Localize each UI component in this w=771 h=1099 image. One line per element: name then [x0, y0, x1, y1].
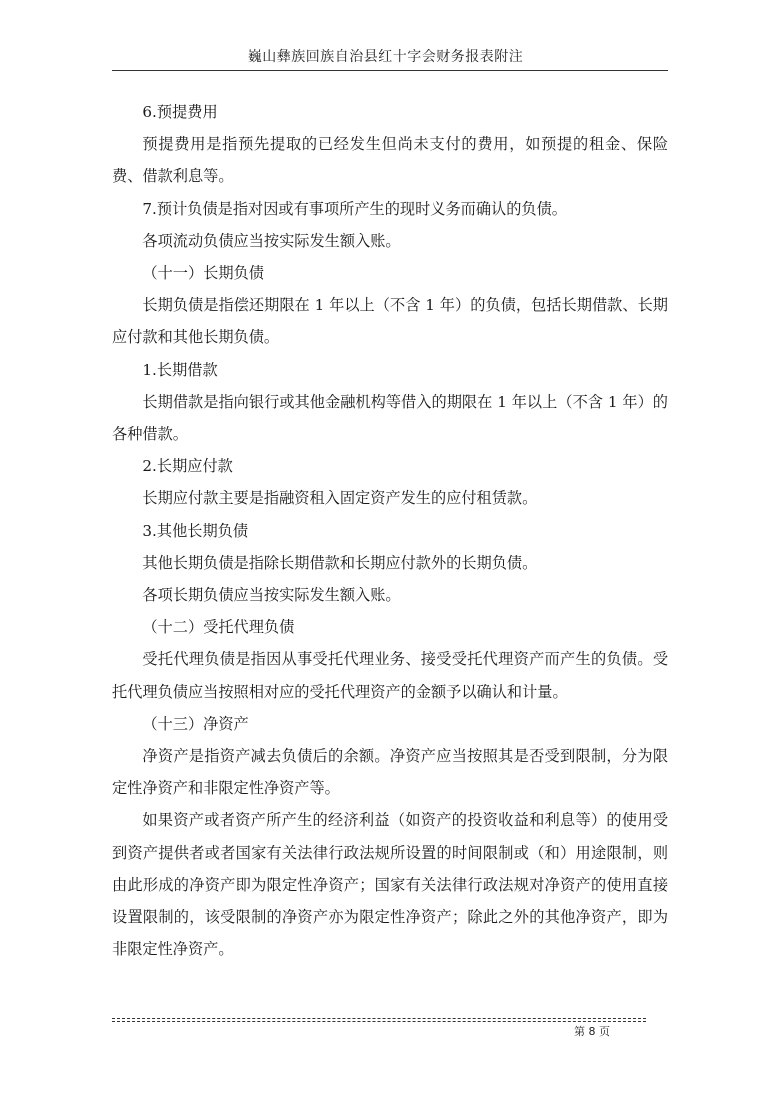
footer-divider — [112, 1018, 646, 1019]
paragraph-other-long-term-liabilities: 其他长期负债是指除长期借款和长期应付款外的长期负债。 — [142, 553, 538, 572]
header-divider — [112, 70, 668, 71]
paragraph-accrued-expenses: 预提费用是指预先提取的已经发生但尚未支付的费用，如预提的租金、保险费、借款利息等。 — [112, 135, 668, 186]
document-body — [112, 96, 668, 965]
heading-long-term-payables: 2.长期应付款 — [142, 457, 233, 476]
heading-accrued-expenses: 6.预提费用 — [142, 103, 218, 121]
paragraph-restricted-net-assets: 如果资产或者资产所产生的经济利益（如资产的投资收益和利息等）的使用受到资产提供者或者国家有关法律行政法规所设置的时间限制或（和）用途限制，则由此形成的净资产即为限定性净资产；国家有关法律行政法规对净资产的使用直接设置限制的，该受限制的净资产亦为限定性净资产；除此之外的其他净资产，即为非限定性净资产。 — [112, 811, 668, 959]
paragraph-current-liabilities-recording: 各项流动负债应当按实际发生额入账。 — [142, 231, 401, 250]
paragraph-long-term-liabilities-recording: 各项长期负债应当按实际发生额入账。 — [142, 586, 401, 605]
paragraph-long-term-loans: 长期借款是指向银行或其他金融机构等借入的期限在 1 年以上（不含 1 年）的各种借款。 — [112, 392, 668, 444]
page-header-title: 巍山彝族回族自治县红十字会财务报表附注 — [247, 49, 524, 65]
page-number: 第 8 页 — [574, 1025, 610, 1038]
footer-divider-second — [112, 1021, 646, 1022]
heading-other-long-term-liabilities: 3.其他长期负债 — [142, 521, 249, 540]
paragraph-long-term-liabilities: 长期负债是指偿还期限在 1 年以上（不含 1 年）的负债，包括长期借款、长期应付款和其他长期负债。 — [112, 296, 668, 347]
paragraph-estimated-liabilities: 7.预计负债是指对因或有事项所产生的现时义务而确认的负债。 — [142, 199, 567, 218]
section-heading-long-term-liabilities: （十一）长期负债 — [142, 264, 264, 283]
paragraph-net-assets: 净资产是指资产减去负债后的余额。净资产应当按照其是否受到限制，分为限定性净资产和非限定性净资产等。 — [112, 747, 668, 798]
paragraph-long-term-payables: 长期应付款主要是指融资租入固定资产发生的应付租赁款。 — [142, 489, 538, 508]
section-heading-custodial-liabilities: （十二）受托代理负债 — [142, 618, 295, 637]
heading-long-term-loans: 1.长期借款 — [142, 360, 218, 379]
section-heading-net-assets: （十三）净资产 — [142, 714, 249, 733]
paragraph-custodial-liabilities: 受托代理负债是指因从事受托代理业务、接受受托代理资产而产生的负债。受托代理负债应当按照相对应的受托代理资产的金额予以确认和计量。 — [112, 650, 668, 701]
